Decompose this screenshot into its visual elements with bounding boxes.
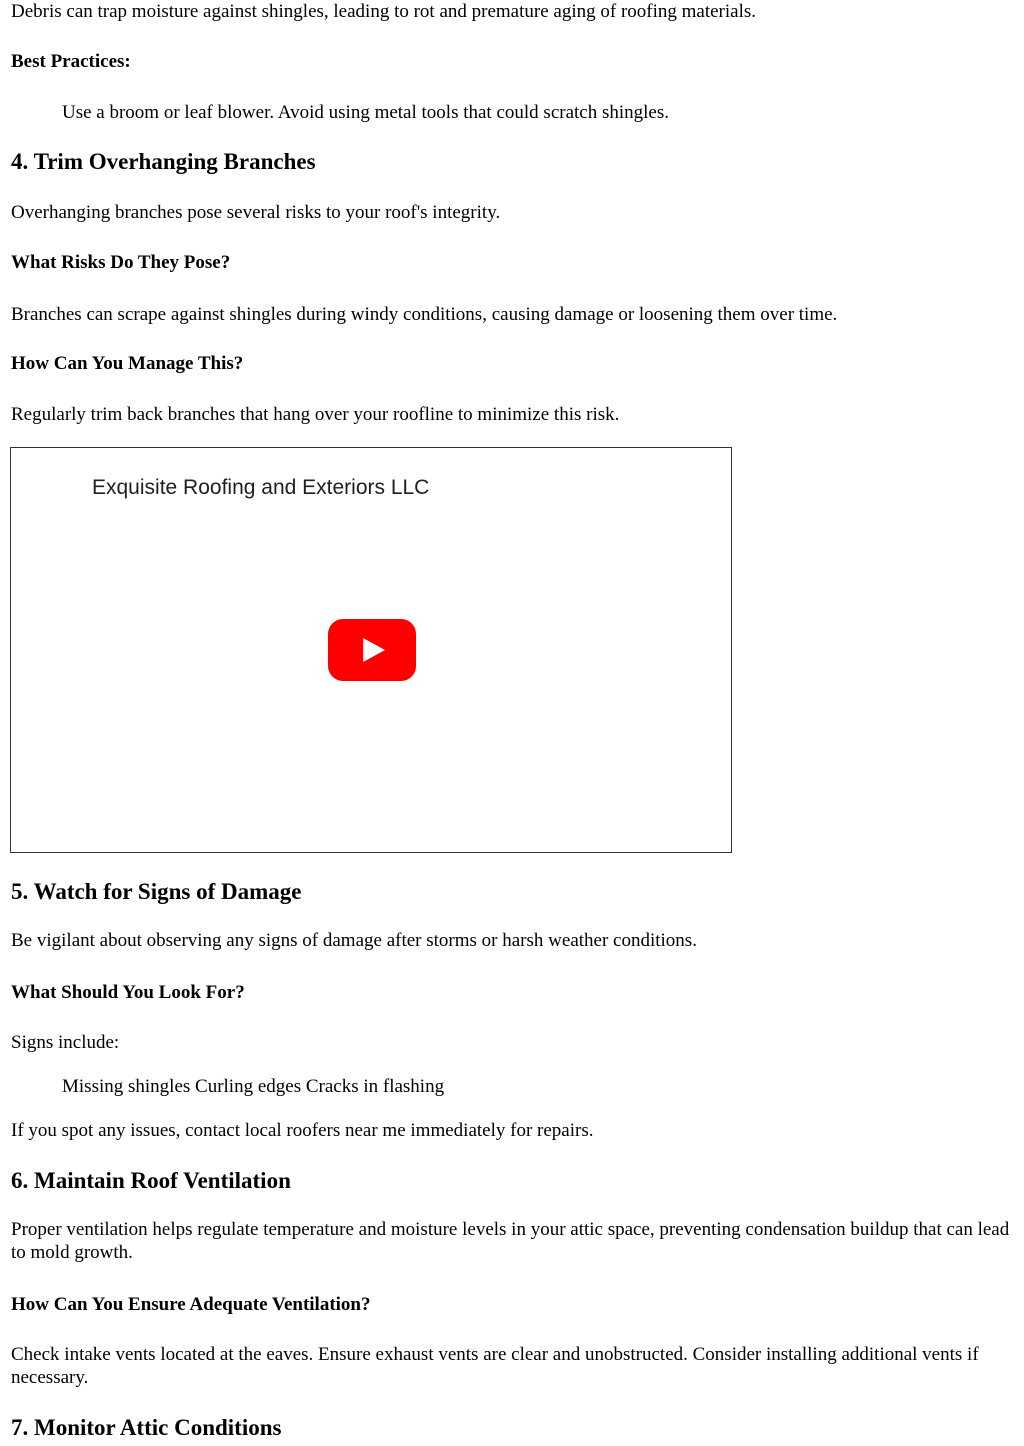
video-embed[interactable]: [10, 447, 732, 853]
contact-paragraph: If you spot any issues, contact local roofers near me immediately for repairs.: [11, 1120, 594, 1141]
debris-paragraph: Debris can trap moisture against shingles, leading to rot and premature aging of roofing materials.: [11, 1, 757, 22]
video-title[interactable]: Exquisite Roofing and Exteriors LLC: [92, 476, 430, 499]
ventilation-paragraph: Check intake vents located at the eaves. Ensure exhaust vents are clear and unobstructed. Consider installing additional vents if necessary.: [11, 1344, 979, 1388]
best-practices-heading: Best Practices:: [11, 51, 131, 72]
risks-heading: What Risks Do They Pose?: [11, 252, 231, 273]
section-4-intro: Overhanging branches pose several risks to your roof's integrity.: [11, 202, 501, 223]
section-5-heading: 5. Watch for Signs of Damage: [11, 879, 302, 904]
youtube-play-icon[interactable]: [328, 619, 416, 681]
risks-paragraph: Branches can scrape against shingles during windy conditions, causing damage or loosening them over time.: [11, 304, 838, 325]
section-6-intro: Proper ventilation helps regulate temperature and moisture levels in your attic space, preventing condensation buildup that can lead to mold growth.: [11, 1219, 1010, 1263]
manage-heading: How Can You Manage This?: [11, 353, 244, 374]
section-6-heading: 6. Maintain Roof Ventilation: [11, 1168, 291, 1193]
signs-list: Missing shingles Curling edges Cracks in flashing: [62, 1076, 445, 1097]
section-7-heading: 7. Monitor Attic Conditions: [11, 1415, 282, 1440]
section-4-heading: 4. Trim Overhanging Branches: [11, 149, 316, 174]
best-practices-item: Use a broom or leaf blower. Avoid using metal tools that could scratch shingles.: [62, 102, 669, 123]
signs-label: Signs include:: [11, 1032, 120, 1053]
manage-paragraph: Regularly trim back branches that hang over your roofline to minimize this risk.: [11, 404, 620, 425]
look-for-heading: What Should You Look For?: [11, 982, 245, 1003]
section-5-intro: Be vigilant about observing any signs of damage after storms or harsh weather conditions.: [11, 930, 697, 951]
ventilation-heading: How Can You Ensure Adequate Ventilation?: [11, 1294, 371, 1315]
